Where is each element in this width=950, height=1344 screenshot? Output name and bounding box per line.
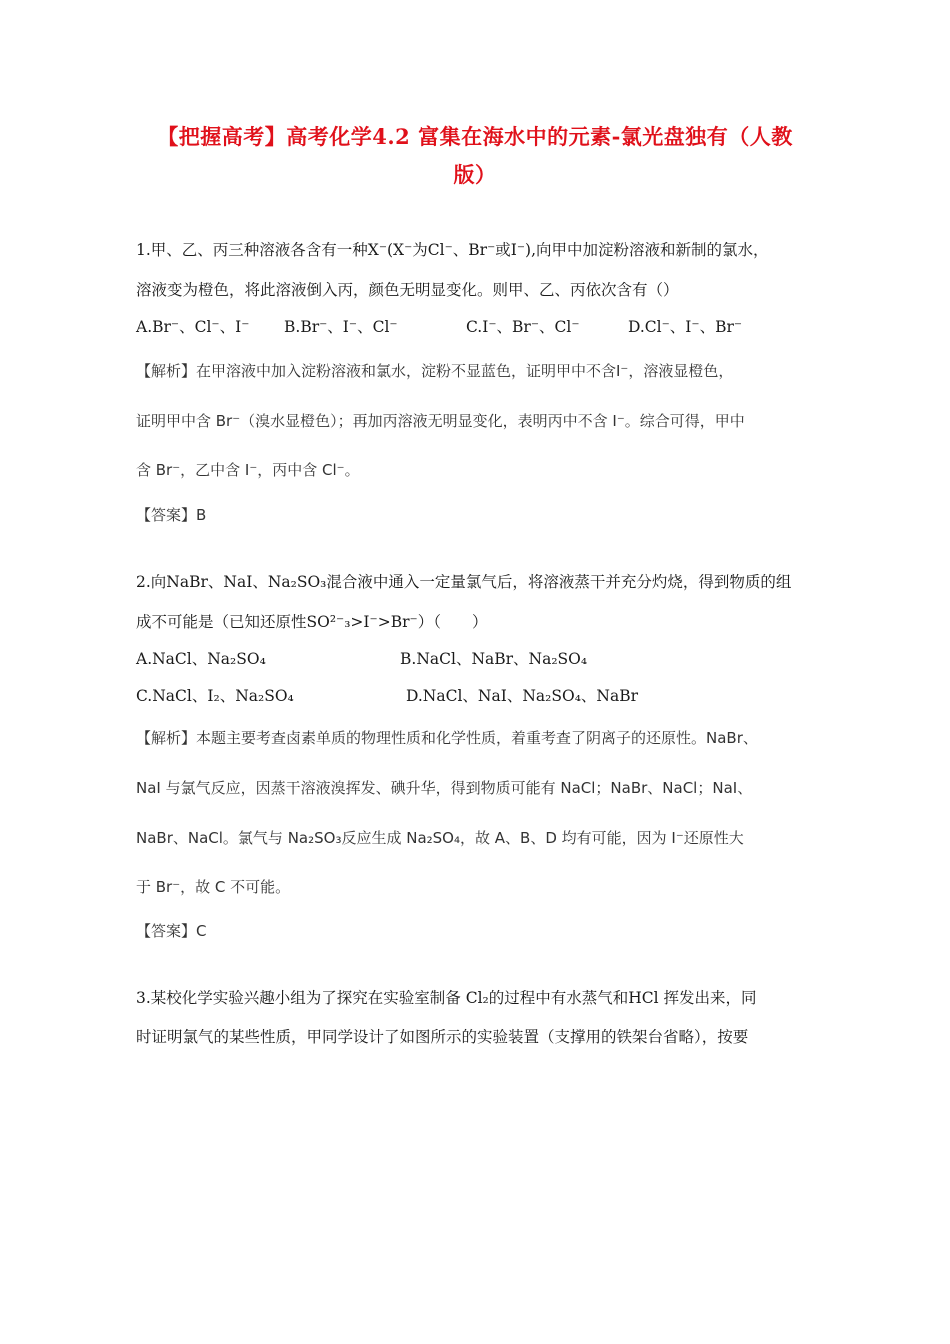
q1-answer: 【答案】B: [136, 506, 207, 524]
q1-stem-line-1: 1.甲、乙、丙三种溶液各含有一种X⁻(X⁻为Cl⁻、Br⁻或I⁻),向甲中加淀粉溶液和新制的氯水，: [136, 241, 769, 259]
q1-stem-line-2: 溶液变为橙色，将此溶液倒入丙，颜色无明显变化。则甲、乙、丙依次含有（）: [136, 281, 679, 299]
q1-option-c: C.I⁻、Br⁻、Cl⁻: [466, 318, 580, 336]
q2-stem-line-1: 2.向NaBr、NaI、Na₂SO₃混合液中通入一定量氯气后，将溶液蒸干并充分灼烧，得到物质的组: [136, 573, 792, 591]
q1-analysis-line-3: 含 Br⁻，乙中含 I⁻，丙中含 Cl⁻。: [136, 461, 360, 479]
q2-option-b: B.NaCl、NaBr、Na₂SO₄: [400, 650, 588, 668]
q2-option-c: C.NaCl、I₂、Na₂SO₄: [136, 687, 294, 705]
q2-answer: 【答案】C: [136, 922, 207, 940]
page-title: [120, 118, 830, 194]
q2-option-a: A.NaCl、Na₂SO₄: [136, 650, 266, 668]
q3-stem-line-2: 时证明氯气的某些性质，甲同学设计了如图所示的实验装置（支撑用的铁架台省略），按要: [136, 1028, 749, 1046]
q1-option-b: B.Br⁻、I⁻、Cl⁻: [284, 318, 398, 336]
q1-option-a: A.Br⁻、Cl⁻、I⁻: [136, 318, 250, 336]
q2-option-d: D.NaCl、NaI、Na₂SO₄、NaBr: [406, 687, 639, 705]
q2-analysis-line-2: NaI 与氯气反应，因蒸干溶液溴挥发、碘升华，得到物质可能有 NaCl；NaBr、NaCl；NaI、: [136, 779, 753, 797]
q1-option-d: D.Cl⁻、I⁻、Br⁻: [628, 318, 743, 336]
q2-analysis-line-3: NaBr、NaCl。氯气与 Na₂SO₃反应生成 Na₂SO₄，故 A、B、D 均有可能，因为 I⁻还原性大: [136, 829, 744, 847]
q2-stem-line-2: 成不可能是（已知还原性SO²⁻₃>I⁻>Br⁻）（ ）: [136, 613, 488, 631]
q2-analysis-line-1: 【解析】本题主要考查卤素单质的物理性质和化学性质，着重考查了阴离子的还原性。NaBr、: [136, 729, 758, 747]
title-line-2: 版）: [453, 162, 497, 187]
q1-analysis-line-2: 证明甲中含 Br⁻（溴水显橙色）；再加丙溶液无明显变化，表明丙中不含 I⁻。综合可得，甲中: [136, 412, 745, 430]
q2-analysis-line-4: 于 Br⁻，故 C 不可能。: [136, 878, 291, 896]
q1-analysis-line-1: 【解析】在甲溶液中加入淀粉溶液和氯水，淀粉不显蓝色，证明甲中不含I⁻，溶液显橙色，: [136, 362, 734, 380]
title-line-1: 【把握高考】高考化学4.2 富集在海水中的元素-氯光盘独有（人教: [157, 124, 793, 149]
q3-stem-line-1: 3.某校化学实验兴趣小组为了探究在实验室制备 Cl₂的过程中有水蒸气和HCl 挥发出来，同: [136, 989, 757, 1007]
